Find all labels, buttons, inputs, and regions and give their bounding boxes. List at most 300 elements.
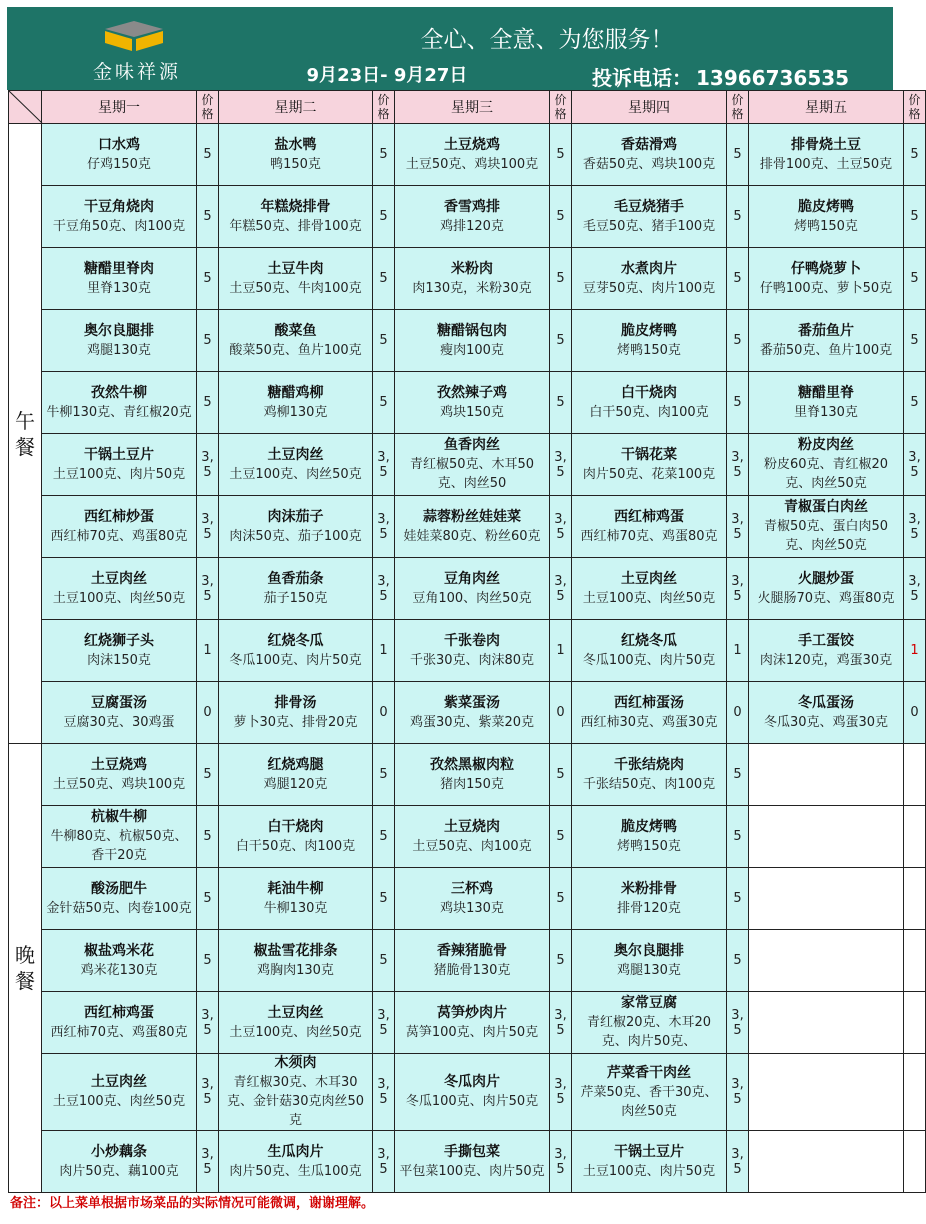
complaint-label: 投诉电话： — [592, 66, 692, 90]
dish-ingredients: 鸡腿120克 — [263, 776, 328, 792]
price-cell: 5 — [727, 806, 749, 868]
dish — [219, 1143, 372, 1181]
price-cell: 5 — [727, 124, 749, 186]
menu-cell — [219, 806, 373, 868]
dish-ingredients: 里脊130克 — [87, 280, 151, 296]
menu-cell — [219, 310, 373, 372]
brand-name: 金味祥源 — [92, 61, 181, 83]
dish-name: 西红柿炒蛋 — [84, 508, 154, 525]
menu-cell — [395, 372, 550, 434]
dish — [572, 260, 726, 298]
price-cell: 5 — [904, 248, 926, 310]
dish-ingredients: 鸡米花130克 — [80, 962, 158, 978]
dish — [219, 756, 372, 794]
price-cell: 3,5 — [197, 434, 219, 496]
price-cell: 3,5 — [373, 434, 395, 496]
dish-ingredients: 干豆角50克、肉100克 — [52, 218, 186, 234]
menu-cell — [219, 248, 373, 310]
dish-ingredients: 青红椒30克、木耳30克、金针菇30克肉丝50克 — [226, 1075, 365, 1128]
footer-note: 备注：以上菜单根据市场菜品的实际情况可能微调，谢谢理解。 — [10, 1196, 375, 1211]
price-cell: 5 — [373, 806, 395, 868]
dish-name: 土豆烧肉 — [444, 818, 500, 835]
menu-cell — [395, 620, 550, 682]
dinner-row — [9, 868, 926, 930]
dish — [572, 632, 726, 670]
menu-cell — [42, 992, 197, 1054]
dish — [395, 880, 549, 918]
price-cell: 3,5 — [904, 558, 926, 620]
menu-cell — [749, 186, 904, 248]
lunch-row — [9, 310, 926, 372]
price-cell: 5 — [373, 310, 395, 372]
price-cell: 5 — [197, 744, 219, 806]
dinner-row — [9, 992, 926, 1054]
price-cell: 3,5 — [550, 1054, 572, 1131]
dish — [42, 808, 196, 865]
day-header-thu: 星期四 — [572, 91, 727, 124]
dish-ingredients: 千张结50克、肉100克 — [582, 776, 716, 792]
dish-name: 仔鸭烧萝卜 — [791, 260, 861, 277]
dish-name: 豆角肉丝 — [444, 570, 500, 587]
dish — [572, 136, 726, 174]
price-header: 价格 — [550, 91, 572, 124]
dish-name: 冬瓜肉片 — [444, 1074, 500, 1090]
dish-ingredients: 土豆50克、鸡块100克 — [52, 776, 186, 792]
dish-ingredients: 肉片50克、花菜100克 — [582, 466, 716, 482]
dish-ingredients: 排骨120克 — [617, 900, 681, 916]
dish — [572, 384, 726, 422]
dish-name: 白干烧肉 — [267, 818, 324, 835]
lunch-row — [9, 496, 926, 558]
dish-name: 番茄鱼片 — [798, 322, 854, 339]
menu-cell — [395, 434, 550, 496]
lunch-row — [9, 248, 926, 310]
price-cell: 3,5 — [550, 558, 572, 620]
dish-ingredients: 鸭150克 — [270, 156, 321, 172]
price-cell: 5 — [904, 310, 926, 372]
menu-cell — [395, 558, 550, 620]
dish — [395, 694, 549, 732]
dish-name: 排骨汤 — [274, 694, 317, 711]
price-cell: 0 — [727, 682, 749, 744]
header-row — [9, 91, 926, 124]
lunch-row — [9, 124, 926, 186]
day-header-mon: 星期一 — [42, 91, 197, 124]
price-header: 价格 — [373, 91, 395, 124]
dish-name: 耗油牛柳 — [267, 880, 324, 897]
dish-ingredients: 平包菜100克、肉片50克 — [399, 1163, 545, 1179]
dish — [395, 322, 549, 360]
menu-cell — [749, 372, 904, 434]
dish-name: 豆腐蛋汤 — [91, 694, 147, 711]
menu-body — [9, 124, 926, 1193]
lunch-row — [9, 434, 926, 496]
dish-name: 三杯鸡 — [451, 880, 493, 897]
price-cell: 5 — [727, 248, 749, 310]
dish-name: 毛豆烧猪手 — [614, 198, 684, 215]
dish-name: 孜然辣子鸡 — [437, 384, 507, 401]
price-cell: 5 — [197, 186, 219, 248]
price-cell: 5 — [904, 372, 926, 434]
price-cell: 5 — [727, 186, 749, 248]
dish-name: 手工蛋饺 — [798, 632, 854, 649]
price-cell: 3,5 — [197, 496, 219, 558]
menu-cell — [572, 744, 727, 806]
dish — [42, 942, 196, 980]
menu-cell — [395, 682, 550, 744]
dish — [572, 880, 726, 918]
menu-cell — [42, 1131, 197, 1193]
lunch-row — [9, 372, 926, 434]
dish-name: 生瓜肉片 — [267, 1143, 324, 1160]
dish-name: 口水鸡 — [98, 136, 140, 153]
dish-name: 排骨烧土豆 — [791, 136, 861, 153]
dish-ingredients: 烤鸭150克 — [617, 838, 681, 854]
empty-price-cell — [904, 806, 926, 868]
dish-ingredients: 豆芽50克、肉片100克 — [582, 280, 716, 296]
dish-name: 干锅土豆片 — [614, 1143, 684, 1160]
dish — [749, 260, 903, 298]
dish — [572, 1143, 726, 1181]
menu-cell — [219, 434, 373, 496]
dish — [395, 1143, 549, 1181]
price-cell: 5 — [373, 248, 395, 310]
dish — [572, 322, 726, 360]
dish-ingredients: 瘦肉100克 — [440, 342, 504, 358]
dish-ingredients: 鸡腿130克 — [617, 962, 681, 978]
dish-name: 米粉肉 — [451, 260, 493, 277]
dish-name: 鱼香茄条 — [267, 570, 324, 587]
dish-name: 千张卷肉 — [444, 632, 500, 649]
price-cell: 3,5 — [197, 1054, 219, 1131]
menu-cell — [395, 1131, 550, 1193]
price-cell: 5 — [727, 310, 749, 372]
price-cell: 3,5 — [197, 992, 219, 1054]
price-cell: 1 — [373, 620, 395, 682]
menu-cell — [572, 1131, 727, 1193]
dish — [42, 446, 196, 484]
dish-name: 糖醋里脊 — [798, 384, 854, 401]
menu-cell — [395, 248, 550, 310]
dish — [42, 508, 196, 546]
dish-name: 土豆烧鸡 — [444, 136, 500, 153]
dish-ingredients: 冬瓜100克、肉片50克 — [582, 652, 716, 668]
menu-cell — [219, 1054, 373, 1131]
dish — [42, 880, 196, 918]
dish-name: 木须肉 — [274, 1055, 317, 1071]
menu-cell — [42, 496, 197, 558]
menu-cell — [572, 186, 727, 248]
dish-ingredients: 茄子150克 — [263, 590, 328, 606]
dish-ingredients: 牛柳130克 — [263, 900, 328, 916]
dish-ingredients: 肉沫50克、茄子100克 — [229, 528, 362, 544]
dish-name: 奥尔良腿排 — [84, 322, 154, 339]
dish-ingredients: 鸡胸肉130克 — [257, 962, 334, 978]
dish-name: 孜然黑椒肉粒 — [430, 756, 514, 773]
dish-name: 鱼香肉丝 — [444, 437, 500, 453]
dish-name: 手撕包菜 — [444, 1143, 500, 1160]
dish — [395, 942, 549, 980]
price-cell: 5 — [373, 930, 395, 992]
dish-ingredients: 娃娃菜80克、粉丝60克 — [403, 528, 541, 544]
price-cell: 3,5 — [373, 992, 395, 1054]
menu-cell — [219, 930, 373, 992]
menu-cell — [219, 186, 373, 248]
dinner-row — [9, 744, 926, 806]
dish — [42, 1143, 196, 1181]
dish-name: 干锅花菜 — [621, 446, 677, 463]
menu-cell — [395, 744, 550, 806]
dish-ingredients: 烤鸭150克 — [617, 342, 681, 358]
dish — [219, 1054, 372, 1130]
dish-ingredients: 肉130克，米粉30克 — [412, 280, 532, 296]
dish-ingredients: 土豆100克、肉丝50克 — [582, 590, 716, 606]
menu-cell — [749, 248, 904, 310]
dish — [572, 694, 726, 732]
dish-name: 糖醋里脊肉 — [84, 260, 154, 277]
dish — [219, 1004, 372, 1042]
price-cell: 5 — [373, 868, 395, 930]
dish-name: 椒盐鸡米花 — [84, 942, 154, 959]
dish-ingredients: 仔鸡150克 — [87, 156, 151, 172]
dish — [219, 136, 372, 174]
dish-ingredients: 鸡柳130克 — [263, 404, 328, 420]
dish — [572, 570, 726, 608]
dish-ingredients: 土豆100克、肉丝50克 — [52, 1094, 186, 1109]
dish — [42, 1073, 196, 1111]
dish-name: 脆皮烤鸭 — [621, 322, 677, 339]
menu-cell — [42, 372, 197, 434]
dinner-row — [9, 930, 926, 992]
dish-name: 土豆肉丝 — [267, 446, 324, 463]
price-cell: 3,5 — [373, 1131, 395, 1193]
brand-logo — [57, 19, 217, 85]
dish-name: 肉沫茄子 — [267, 508, 324, 525]
price-cell: 3,5 — [373, 496, 395, 558]
dish — [219, 384, 372, 422]
dish-name: 家常豆腐 — [621, 995, 677, 1011]
dish-ingredients: 粉皮60克、青红椒20克、肉丝50克 — [763, 457, 889, 491]
dish — [572, 942, 726, 980]
corner-cell — [9, 91, 42, 124]
price-cell: 5 — [727, 744, 749, 806]
dish-ingredients: 西红柿30克、鸡蛋30克 — [580, 714, 718, 730]
lunch-row — [9, 682, 926, 744]
dish — [219, 818, 372, 856]
dish-ingredients: 西红柿70克、鸡蛋80克 — [50, 528, 188, 544]
empty-cell — [749, 930, 904, 992]
dish-ingredients: 豆腐30克、30鸡蛋 — [63, 714, 175, 730]
dish-name: 火腿炒蛋 — [798, 570, 854, 587]
dish-name: 白干烧肉 — [621, 384, 677, 401]
dish — [572, 994, 726, 1051]
dish-ingredients: 白干50克、肉100克 — [589, 404, 709, 420]
price-cell: 5 — [550, 186, 572, 248]
menu-cell — [395, 310, 550, 372]
dish-ingredients: 豆角100、肉丝50克 — [412, 590, 532, 606]
menu-cell — [219, 124, 373, 186]
price-header: 价格 — [197, 91, 219, 124]
dish-ingredients: 冬瓜30克、鸡蛋30克 — [763, 714, 889, 730]
dish-ingredients: 青红椒50克、木耳50克、肉丝50 — [409, 457, 535, 491]
menu-cell — [749, 434, 904, 496]
dish-ingredients: 酸菜50克、鱼片100克 — [229, 342, 362, 358]
menu-cell — [749, 682, 904, 744]
dish — [42, 136, 196, 174]
price-cell: 1 — [727, 620, 749, 682]
price-cell: 5 — [197, 248, 219, 310]
dish-ingredients: 千张30克、肉沫80克 — [409, 652, 535, 668]
dish — [395, 1004, 549, 1042]
dish-name: 蒜蓉粉丝娃娃菜 — [423, 508, 521, 525]
dish-ingredients: 鸡腿130克 — [87, 342, 151, 358]
price-cell: 5 — [904, 186, 926, 248]
dish-ingredients: 冬瓜100克、肉片50克 — [405, 1094, 539, 1109]
menu-cell — [749, 558, 904, 620]
dish — [749, 498, 903, 555]
menu-cell — [219, 868, 373, 930]
dish-ingredients: 芹菜50克、香干30克、肉丝50克 — [580, 1084, 718, 1119]
logo-mark-icon — [99, 19, 169, 53]
price-cell: 0 — [197, 682, 219, 744]
dish-name: 西红柿鸡蛋 — [84, 1004, 154, 1021]
dish-ingredients: 肉沫150克 — [87, 652, 151, 668]
dish-name: 脆皮烤鸭 — [798, 198, 854, 215]
dish-name: 年糕烧排骨 — [260, 198, 331, 215]
dish — [395, 508, 549, 546]
dish-ingredients: 牛柳130克、青红椒20克 — [46, 404, 192, 420]
dish-ingredients: 白干50克、肉100克 — [235, 838, 356, 854]
dish — [42, 198, 196, 236]
price-cell: 5 — [550, 124, 572, 186]
dish — [572, 446, 726, 484]
dish-ingredients: 毛豆50克、猪手100克 — [582, 218, 716, 234]
price-cell: 3,5 — [727, 992, 749, 1054]
price-header: 价格 — [904, 91, 926, 124]
menu-cell — [42, 434, 197, 496]
empty-price-cell — [904, 1054, 926, 1131]
empty-cell — [749, 992, 904, 1054]
dish — [219, 508, 372, 546]
menu-cell — [749, 620, 904, 682]
dish-name: 酸汤肥牛 — [91, 880, 147, 897]
menu-cell — [219, 558, 373, 620]
price-cell: 3,5 — [727, 434, 749, 496]
dish — [42, 570, 196, 608]
empty-cell — [749, 1054, 904, 1131]
price-cell: 3,5 — [727, 1054, 749, 1131]
dish-name: 水煮肉片 — [621, 260, 677, 277]
lunch-label-text: 午餐 — [15, 408, 35, 459]
dish-name: 土豆肉丝 — [91, 570, 147, 587]
menu-cell — [219, 496, 373, 558]
dish-ingredients: 仔鸭100克、萝卜50克 — [759, 280, 893, 296]
dish-ingredients: 土豆50克、肉100克 — [412, 838, 532, 854]
menu-cell — [395, 806, 550, 868]
dish — [219, 322, 372, 360]
dish-name: 冬瓜蛋汤 — [798, 694, 854, 711]
dish-ingredients: 猪肉150克 — [440, 776, 504, 792]
price-cell: 5 — [727, 868, 749, 930]
dish — [749, 694, 903, 732]
price-header: 价格 — [727, 91, 749, 124]
price-cell: 5 — [727, 372, 749, 434]
day-header-fri: 星期五 — [749, 91, 904, 124]
dish-ingredients: 土豆100克、肉片50克 — [52, 466, 186, 482]
dish — [42, 1004, 196, 1042]
menu-cell — [42, 744, 197, 806]
dish — [42, 632, 196, 670]
dish-ingredients: 鸡蛋30克、紫菜20克 — [409, 714, 535, 730]
dish-ingredients: 猪脆骨130克 — [433, 962, 511, 978]
dish-ingredients: 土豆100克、肉丝50克 — [229, 466, 362, 482]
price-cell: 0 — [904, 682, 926, 744]
dish-name: 糖醋鸡柳 — [267, 384, 324, 401]
dish-ingredients: 青红椒20克、木耳20克、肉片50克、 — [586, 1015, 712, 1049]
empty-price-cell — [904, 992, 926, 1054]
dish-name: 杭椒牛柳 — [91, 809, 147, 825]
menu-cell — [749, 496, 904, 558]
dish-name: 酸菜鱼 — [274, 322, 317, 339]
dish-name: 干豆角烧肉 — [84, 198, 154, 215]
dish-name: 糖醋锅包肉 — [437, 322, 507, 339]
dish-name: 香辣猪脆骨 — [437, 942, 507, 959]
menu-cell — [219, 372, 373, 434]
dish — [749, 570, 903, 608]
empty-price-cell — [904, 744, 926, 806]
price-cell: 5 — [727, 930, 749, 992]
dish-ingredients: 里脊130克 — [794, 404, 858, 420]
dish-name: 土豆肉丝 — [621, 570, 677, 587]
dish-name: 红烧冬瓜 — [621, 632, 677, 649]
dish — [572, 1064, 726, 1121]
menu-cell — [42, 620, 197, 682]
dish-name: 西红柿蛋汤 — [614, 694, 684, 711]
dish — [219, 570, 372, 608]
lunch-row — [9, 620, 926, 682]
weekly-menu-table — [8, 90, 926, 1193]
price-cell: 5 — [197, 930, 219, 992]
menu-cell — [572, 682, 727, 744]
dinner-row — [9, 1054, 926, 1131]
dish-name: 红烧冬瓜 — [267, 632, 324, 649]
menu-cell — [42, 682, 197, 744]
dish-ingredients: 火腿肠70克、鸡蛋80克 — [757, 590, 895, 606]
price-cell: 3,5 — [197, 1131, 219, 1193]
price-cell: 5 — [550, 372, 572, 434]
price-cell: 5 — [904, 124, 926, 186]
dish-name: 小炒藕条 — [91, 1143, 147, 1160]
price-cell: 1 — [197, 620, 219, 682]
menu-cell — [42, 806, 197, 868]
dish-ingredients: 土豆50克、牛肉100克 — [229, 280, 362, 296]
dish — [42, 756, 196, 794]
menu-cell — [572, 248, 727, 310]
menu-cell — [219, 1131, 373, 1193]
dish-name: 孜然牛柳 — [91, 384, 147, 401]
empty-price-cell — [904, 930, 926, 992]
menu-cell — [572, 806, 727, 868]
dish — [42, 260, 196, 298]
dish-ingredients: 鸡块150克 — [440, 404, 504, 420]
dish-name: 土豆牛肉 — [267, 260, 324, 277]
price-cell: 0 — [373, 682, 395, 744]
price-cell: 5 — [197, 310, 219, 372]
dish-name: 紫菜蛋汤 — [444, 694, 500, 711]
price-cell: 5 — [373, 124, 395, 186]
price-cell: 5 — [373, 744, 395, 806]
dish — [572, 198, 726, 236]
